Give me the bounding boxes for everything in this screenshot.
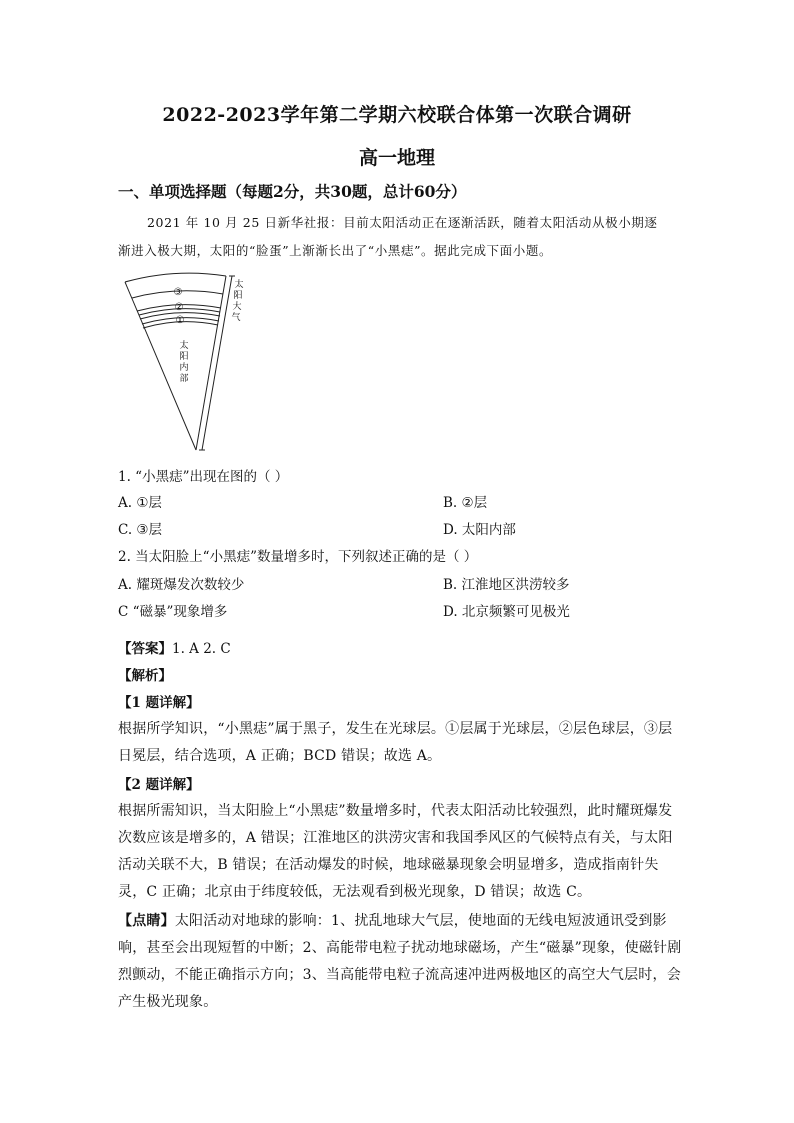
layer-2-marker: ② — [174, 302, 184, 313]
answer-label: 【答案】 — [118, 641, 172, 657]
svg-text:太: 太 — [234, 280, 244, 290]
question-1-option-d: D. 太阳内部 — [443, 522, 516, 538]
question-2-option-a: A. 耀斑爆发次数较少 — [118, 577, 245, 593]
atmosphere-label — [231, 278, 243, 323]
layer-3-marker: ③ — [173, 287, 183, 298]
highlight-line-2: 响，甚至会出现短暂的中断；2、高能带电粒子扰动地球磁场，产生“磁暴”现象，使磁针剧 — [118, 940, 682, 956]
page-subtitle: 高一地理 — [358, 147, 435, 169]
highlight-line-1: 【点睛】太阳活动对地球的影响：1、扰乱地球大气层，使地面的无线电短波通讯受到影 — [118, 913, 667, 929]
question-1-stem: 1. “小黑痣”出现在图的（ ） — [118, 469, 289, 485]
svg-text:内: 内 — [179, 363, 189, 373]
svg-text:部: 部 — [179, 374, 189, 384]
outer-boundary-arc — [125, 273, 226, 282]
answer-value: 1. A 2. C — [172, 641, 231, 657]
answer-row — [118, 637, 231, 657]
atmosphere-bracket — [202, 276, 232, 450]
q2-analysis-line-2: 次数应该是增多的，A 错误；江淮地区的洪涝灾害和我国季风区的气候特点有关，与太阳 — [118, 830, 673, 846]
highlight-line-4: 产生极光现象。 — [118, 994, 218, 1010]
svg-text:大: 大 — [232, 302, 242, 312]
material-line-2: 渐进入极大期，太阳的“脸蛋”上渐渐长出了“小黑痣”。据此完成下面小题。 — [118, 243, 553, 258]
sun-structure-diagram — [118, 272, 258, 454]
q2-analysis-line-3: 活动关联不大，B 错误；在活动爆发的时候，地球磁暴现象会明显增多，造成指南针失 — [118, 857, 659, 873]
highlight-line-3: 烈颤动，不能正确指示方向；3、当高能带电粒子流高速冲进两极地区的高空大气层时，会 — [118, 967, 681, 983]
interior-label — [179, 339, 188, 384]
layer-1-marker: ① — [175, 315, 185, 326]
q1-analysis-line-1: 根据所学知识，“小黑痣”属于黑子，发生在光球层。①层属于光球层，②层色球层，③层 — [118, 721, 673, 737]
svg-text:太: 太 — [179, 341, 189, 351]
page-title: 2022-2023学年第二学期六校联合体第一次联合调研 — [162, 104, 632, 126]
svg-text:阳: 阳 — [179, 352, 189, 362]
question-2-option-d: D. 北京频繁可见极光 — [443, 604, 570, 620]
question-2-option-c: C “磁暴”现象增多 — [118, 604, 228, 620]
svg-text:气: 气 — [231, 313, 241, 323]
question-2-stem: 2. 当太阳脸上“小黑痣”数量增多时，下列叙述正确的是（ ） — [118, 549, 478, 565]
question-1-option-b: B. ②层 — [443, 495, 488, 511]
q2-analysis-heading: 【2 题详解】 — [118, 777, 200, 793]
sector-right-edge — [196, 276, 226, 450]
q1-analysis-heading: 【1 题详解】 — [118, 695, 200, 711]
question-2-option-b: B. 江淮地区洪涝较多 — [443, 577, 570, 593]
highlight-label: 【点睛】 — [118, 913, 175, 929]
section-heading: 一、单项选择题（每题2分，共30题，总计60分） — [118, 182, 467, 201]
question-1-option-c: C. ③层 — [118, 522, 163, 538]
q1-analysis-line-2: 日冕层，结合选项，A 正确；BCD 错误；故选 A。 — [118, 748, 442, 764]
analysis-label: 【解析】 — [118, 668, 172, 684]
question-1-option-a: A. ①层 — [118, 495, 162, 511]
material-line-1: 2021 年 10 月 25 日新华社报：目前太阳活动正在逐渐活跃，随着太阳活动从极小期逐 — [147, 215, 658, 230]
svg-text:阳: 阳 — [233, 291, 243, 301]
q2-analysis-line-4: 灵，C 正确；北京由于纬度较低，无法观看到极光现象，D 错误；故选 C。 — [118, 884, 592, 900]
q2-analysis-line-1: 根据所需知识，当太阳脸上“小黑痣”数量增多时，代表太阳活动比较强烈，此时耀斑爆发 — [118, 803, 673, 819]
